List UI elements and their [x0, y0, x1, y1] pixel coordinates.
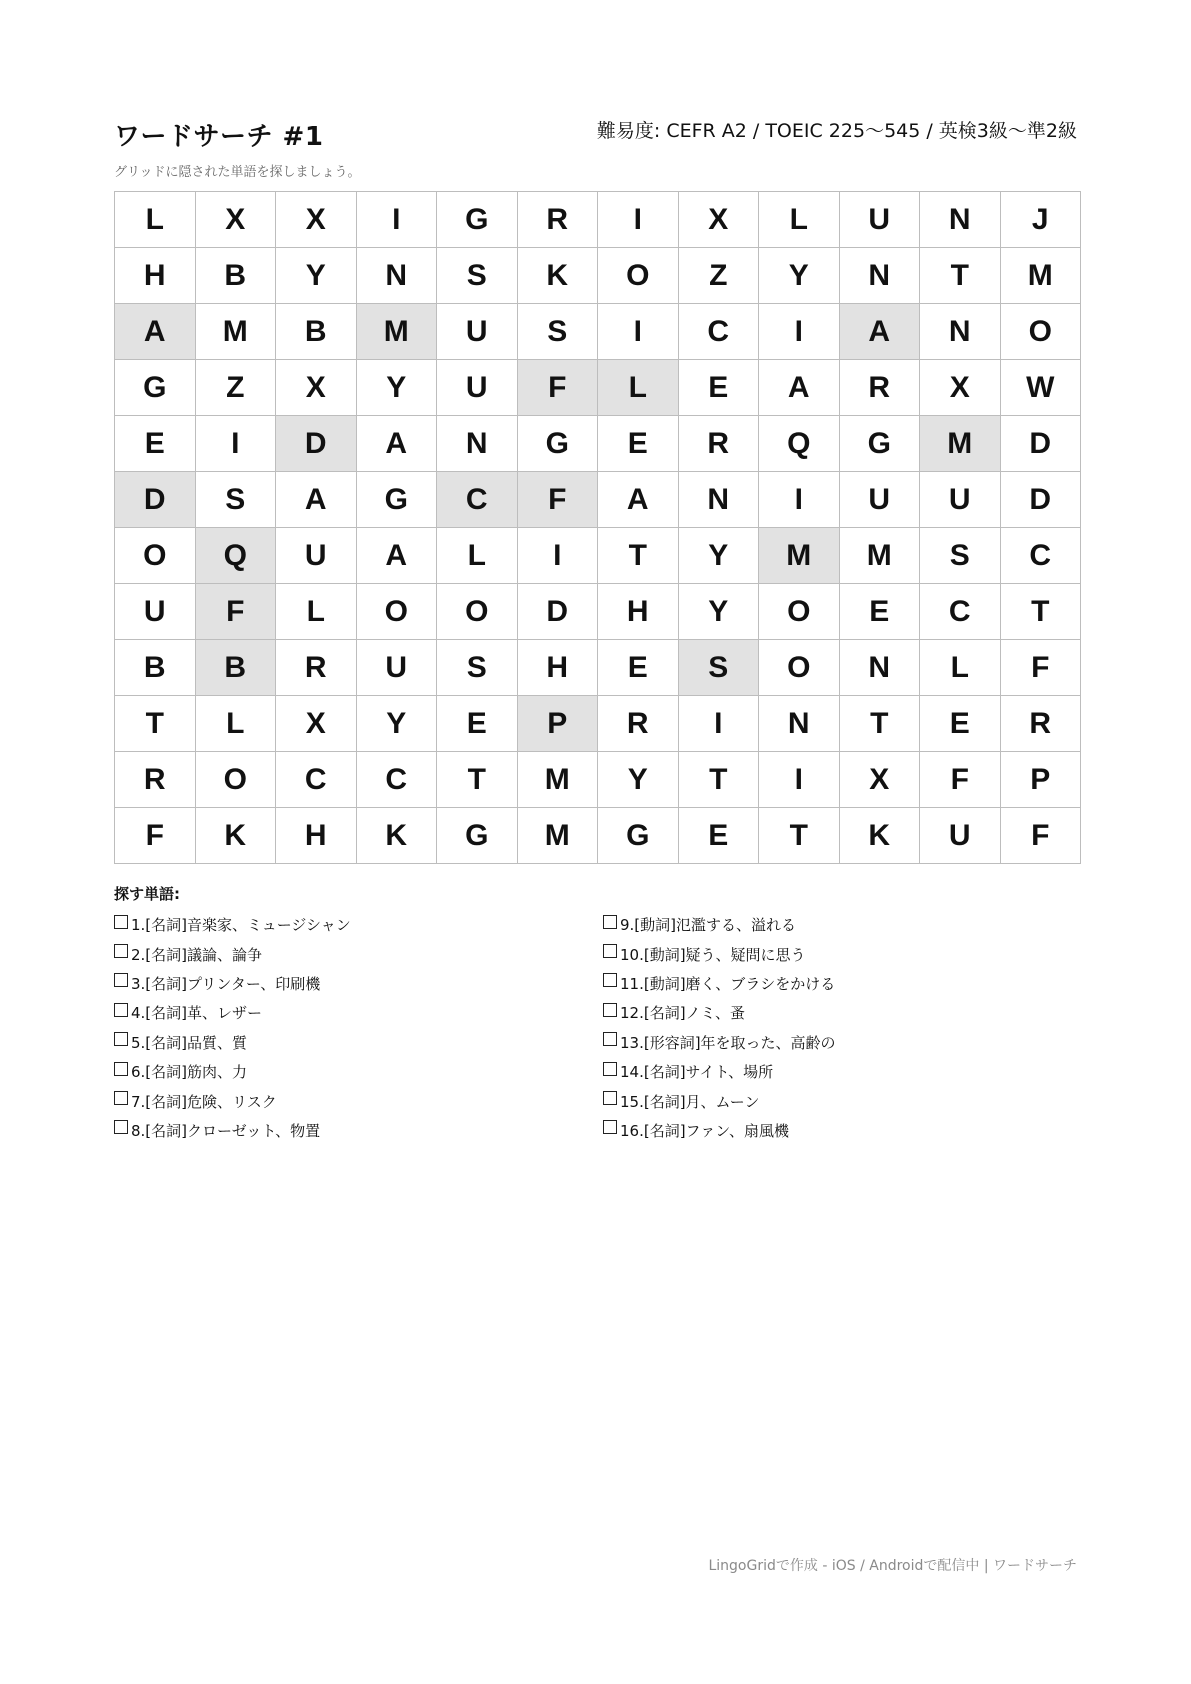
grid-cell[interactable]: T [840, 696, 921, 752]
word-list-item [114, 939, 351, 968]
checkbox-icon[interactable] [603, 1003, 617, 1017]
checkbox-icon[interactable] [603, 1032, 617, 1046]
grid-cell[interactable]: X [840, 752, 921, 808]
word-clue-label: 7.[名詞]危険、リスク [131, 1092, 277, 1111]
checkbox-icon[interactable] [114, 1032, 128, 1046]
grid-cell[interactable]: B [276, 304, 357, 360]
grid-cell[interactable]: O [598, 248, 679, 304]
grid-cell[interactable]: U [840, 472, 921, 528]
word-clue-label: 4.[名詞]革、レザー [131, 1004, 263, 1023]
grid-cell[interactable]: E [840, 584, 921, 640]
word-clue-label: 11.[動詞]磨く、ブラシをかける [620, 974, 836, 993]
grid-cell[interactable]: M [196, 304, 277, 360]
grid-cell[interactable]: U [920, 472, 1001, 528]
word-clue-label: 6.[名詞]筋肉、力 [131, 1063, 248, 1082]
grid-cell[interactable]: A [357, 416, 438, 472]
grid-cell[interactable]: F [115, 808, 196, 864]
grid-cell[interactable]: U [437, 360, 518, 416]
grid-cell[interactable]: T [1001, 584, 1082, 640]
grid-cell[interactable]: K [357, 808, 438, 864]
grid-cell[interactable]: I [518, 528, 599, 584]
grid-cell[interactable]: L [276, 584, 357, 640]
grid-cell[interactable]: P [518, 696, 599, 752]
letter-grid [114, 191, 1081, 864]
grid-cell[interactable]: E [679, 360, 760, 416]
grid-cell[interactable]: L [115, 192, 196, 248]
word-list-item [114, 1057, 351, 1086]
grid-cell[interactable]: L [920, 640, 1001, 696]
grid-cell[interactable]: M [759, 528, 840, 584]
grid-cell[interactable]: U [115, 584, 196, 640]
grid-cell[interactable]: R [1001, 696, 1082, 752]
grid-cell[interactable]: I [759, 304, 840, 360]
word-list-item [603, 939, 836, 968]
word-list-item [114, 910, 351, 939]
grid-cell[interactable]: N [840, 248, 921, 304]
grid-cell[interactable]: U [840, 192, 921, 248]
grid-cell[interactable]: C [1001, 528, 1082, 584]
word-list-item [114, 1116, 351, 1145]
word-clue-label: 1.[名詞]音楽家、ミュージシャン [131, 916, 351, 935]
grid-cell[interactable]: G [115, 360, 196, 416]
grid-cell[interactable]: G [598, 808, 679, 864]
grid-cell[interactable]: T [759, 808, 840, 864]
grid-cell[interactable]: X [679, 192, 760, 248]
word-clue-label: 5.[名詞]品質、質 [131, 1033, 248, 1052]
word-clue-label: 9.[動詞]氾濫する、溢れる [620, 916, 797, 935]
grid-cell[interactable]: S [196, 472, 277, 528]
word-clue-label: 2.[名詞]議論、論争 [131, 945, 263, 964]
grid-cell[interactable]: M [518, 808, 599, 864]
grid-cell[interactable]: D [115, 472, 196, 528]
page-title: ワードサーチ #1 [114, 122, 324, 152]
grid-cell[interactable]: O [357, 584, 438, 640]
checkbox-icon[interactable] [114, 1120, 128, 1134]
grid-cell[interactable]: H [518, 640, 599, 696]
grid-cell[interactable]: E [920, 696, 1001, 752]
grid-cell[interactable]: N [920, 192, 1001, 248]
word-list-item [603, 1028, 836, 1057]
grid-cell[interactable]: O [196, 752, 277, 808]
grid-cell[interactable]: O [115, 528, 196, 584]
grid-cell[interactable]: A [276, 472, 357, 528]
grid-cell[interactable]: T [437, 752, 518, 808]
checkbox-icon[interactable] [603, 1120, 617, 1134]
grid-cell[interactable]: U [437, 304, 518, 360]
grid-cell[interactable]: C [357, 752, 438, 808]
grid-cell[interactable]: O [1001, 304, 1082, 360]
grid-cell[interactable]: G [357, 472, 438, 528]
grid-cell[interactable]: K [196, 808, 277, 864]
grid-cell[interactable]: L [437, 528, 518, 584]
grid-cell[interactable]: D [518, 584, 599, 640]
grid-cell[interactable]: N [759, 696, 840, 752]
grid-cell[interactable]: Y [598, 752, 679, 808]
grid-cell[interactable]: Z [196, 360, 277, 416]
grid-cell[interactable]: E [679, 808, 760, 864]
grid-cell[interactable]: I [357, 192, 438, 248]
grid-cell[interactable]: M [840, 528, 921, 584]
grid-cell[interactable]: S [437, 640, 518, 696]
checkbox-icon[interactable] [603, 944, 617, 958]
word-clue-label: 14.[名詞]サイト、場所 [620, 1063, 774, 1082]
grid-cell[interactable]: S [437, 248, 518, 304]
grid-cell[interactable]: L [759, 192, 840, 248]
grid-cell[interactable]: D [1001, 472, 1082, 528]
grid-cell[interactable]: E [115, 416, 196, 472]
grid-cell[interactable]: Q [196, 528, 277, 584]
grid-cell[interactable]: X [920, 360, 1001, 416]
grid-cell[interactable]: C [437, 472, 518, 528]
grid-cell[interactable]: X [276, 696, 357, 752]
checkbox-icon[interactable] [114, 973, 128, 987]
word-clue-label: 15.[名詞]月、ムーン [620, 1092, 760, 1111]
checkbox-icon[interactable] [114, 1091, 128, 1105]
grid-cell[interactable]: C [276, 752, 357, 808]
grid-cell[interactable]: O [759, 640, 840, 696]
grid-cell[interactable]: P [1001, 752, 1082, 808]
grid-cell[interactable]: X [196, 192, 277, 248]
grid-cell[interactable]: H [276, 808, 357, 864]
grid-cell[interactable]: F [518, 472, 599, 528]
grid-cell[interactable]: B [115, 640, 196, 696]
grid-cell[interactable]: K [840, 808, 921, 864]
grid-cell[interactable]: R [276, 640, 357, 696]
word-list-heading: 探す単語: [114, 885, 180, 903]
grid-cell[interactable]: J [1001, 192, 1082, 248]
grid-cell[interactable]: I [759, 752, 840, 808]
grid-cell[interactable]: F [518, 360, 599, 416]
instructions-text: グリッドに隠された単語を探しましょう。 [114, 165, 361, 180]
grid-cell[interactable]: N [437, 416, 518, 472]
grid-cell[interactable]: Z [679, 248, 760, 304]
grid-cell[interactable]: H [115, 248, 196, 304]
grid-cell[interactable]: S [679, 640, 760, 696]
grid-cell[interactable]: H [598, 584, 679, 640]
grid-cell[interactable]: I [679, 696, 760, 752]
grid-cell[interactable]: F [196, 584, 277, 640]
checkbox-icon[interactable] [114, 944, 128, 958]
checkbox-icon[interactable] [603, 1062, 617, 1076]
grid-cell[interactable]: R [598, 696, 679, 752]
grid-cell[interactable]: L [598, 360, 679, 416]
grid-cell[interactable]: M [920, 416, 1001, 472]
word-clue-label: 12.[名詞]ノミ、蚤 [620, 1004, 745, 1023]
word-list-left-column [114, 910, 351, 1145]
grid-cell[interactable]: N [679, 472, 760, 528]
grid-cell[interactable]: U [920, 808, 1001, 864]
grid-cell[interactable]: A [840, 304, 921, 360]
grid-cell[interactable]: R [840, 360, 921, 416]
checkbox-icon[interactable] [603, 915, 617, 929]
grid-cell[interactable]: I [598, 192, 679, 248]
checkbox-icon[interactable] [114, 915, 128, 929]
word-list-item [114, 1028, 351, 1057]
word-list-item [603, 1116, 836, 1145]
word-list-item [114, 1086, 351, 1115]
grid-cell[interactable]: Y [759, 248, 840, 304]
grid-cell[interactable]: N [357, 248, 438, 304]
grid-cell[interactable]: A [357, 528, 438, 584]
difficulty-label: 難易度: CEFR A2 / TOEIC 225～545 / 英検3級～準2級 [596, 120, 1077, 142]
grid-cell[interactable]: E [437, 696, 518, 752]
grid-cell[interactable]: W [1001, 360, 1082, 416]
grid-cell[interactable]: Y [679, 584, 760, 640]
grid-cell[interactable]: F [1001, 808, 1082, 864]
word-list-item [603, 1086, 836, 1115]
grid-cell[interactable]: S [920, 528, 1001, 584]
grid-cell[interactable]: N [840, 640, 921, 696]
grid-cell[interactable]: M [357, 304, 438, 360]
grid-cell[interactable]: R [518, 192, 599, 248]
grid-cell[interactable]: F [920, 752, 1001, 808]
word-list-item [603, 998, 836, 1027]
grid-cell[interactable]: G [518, 416, 599, 472]
grid-cell[interactable]: U [276, 528, 357, 584]
grid-cell[interactable]: F [1001, 640, 1082, 696]
checkbox-icon[interactable] [603, 1091, 617, 1105]
grid-cell[interactable]: L [196, 696, 277, 752]
grid-cell[interactable]: G [437, 192, 518, 248]
grid-cell[interactable]: G [840, 416, 921, 472]
grid-cell[interactable]: X [276, 192, 357, 248]
grid-cell[interactable]: M [518, 752, 599, 808]
word-list-item [603, 969, 836, 998]
grid-cell[interactable]: I [196, 416, 277, 472]
grid-cell[interactable]: E [598, 416, 679, 472]
word-list-item [114, 998, 351, 1027]
checkbox-icon[interactable] [114, 1062, 128, 1076]
word-list-item [114, 969, 351, 998]
footer-credit: LingoGridで作成 - iOS / Androidで配信中 | ワードサーチ [708, 1558, 1077, 1574]
grid-cell[interactable]: C [920, 584, 1001, 640]
checkbox-icon[interactable] [114, 1003, 128, 1017]
grid-cell[interactable]: I [759, 472, 840, 528]
grid-cell[interactable]: O [759, 584, 840, 640]
grid-cell[interactable]: Y [357, 696, 438, 752]
grid-cell[interactable]: O [437, 584, 518, 640]
word-clue-label: 16.[名詞]ファン、扇風機 [620, 1121, 790, 1140]
grid-cell[interactable]: T [598, 528, 679, 584]
word-list-item [603, 910, 836, 939]
grid-cell[interactable]: U [357, 640, 438, 696]
grid-cell[interactable]: X [276, 360, 357, 416]
grid-cell[interactable]: T [679, 752, 760, 808]
grid-cell[interactable]: D [1001, 416, 1082, 472]
grid-cell[interactable]: A [598, 472, 679, 528]
grid-cell[interactable]: S [518, 304, 599, 360]
grid-cell[interactable]: A [115, 304, 196, 360]
grid-cell[interactable]: T [920, 248, 1001, 304]
grid-cell[interactable]: R [115, 752, 196, 808]
word-list-right-column [603, 910, 836, 1145]
grid-cell[interactable]: Y [679, 528, 760, 584]
grid-cell[interactable]: C [679, 304, 760, 360]
grid-cell[interactable]: A [759, 360, 840, 416]
word-clue-label: 10.[動詞]疑う、疑問に思う [620, 945, 806, 964]
word-clue-label: 8.[名詞]クローゼット、物置 [131, 1121, 321, 1140]
grid-cell[interactable]: Y [357, 360, 438, 416]
grid-cell[interactable]: B [196, 248, 277, 304]
grid-cell[interactable]: D [276, 416, 357, 472]
word-clue-label: 13.[形容詞]年を取った、高齢の [620, 1033, 836, 1052]
checkbox-icon[interactable] [603, 973, 617, 987]
grid-cell[interactable]: G [437, 808, 518, 864]
grid-cell[interactable]: Q [759, 416, 840, 472]
grid-cell[interactable]: N [920, 304, 1001, 360]
grid-cell[interactable]: B [196, 640, 277, 696]
grid-cell[interactable]: E [598, 640, 679, 696]
grid-cell[interactable]: M [1001, 248, 1082, 304]
grid-cell[interactable]: Y [276, 248, 357, 304]
grid-cell[interactable]: R [679, 416, 760, 472]
grid-cell[interactable]: I [598, 304, 679, 360]
word-list-item [603, 1057, 836, 1086]
grid-cell[interactable]: K [518, 248, 599, 304]
grid-cell[interactable]: T [115, 696, 196, 752]
word-clue-label: 3.[名詞]プリンター、印刷機 [131, 974, 321, 993]
